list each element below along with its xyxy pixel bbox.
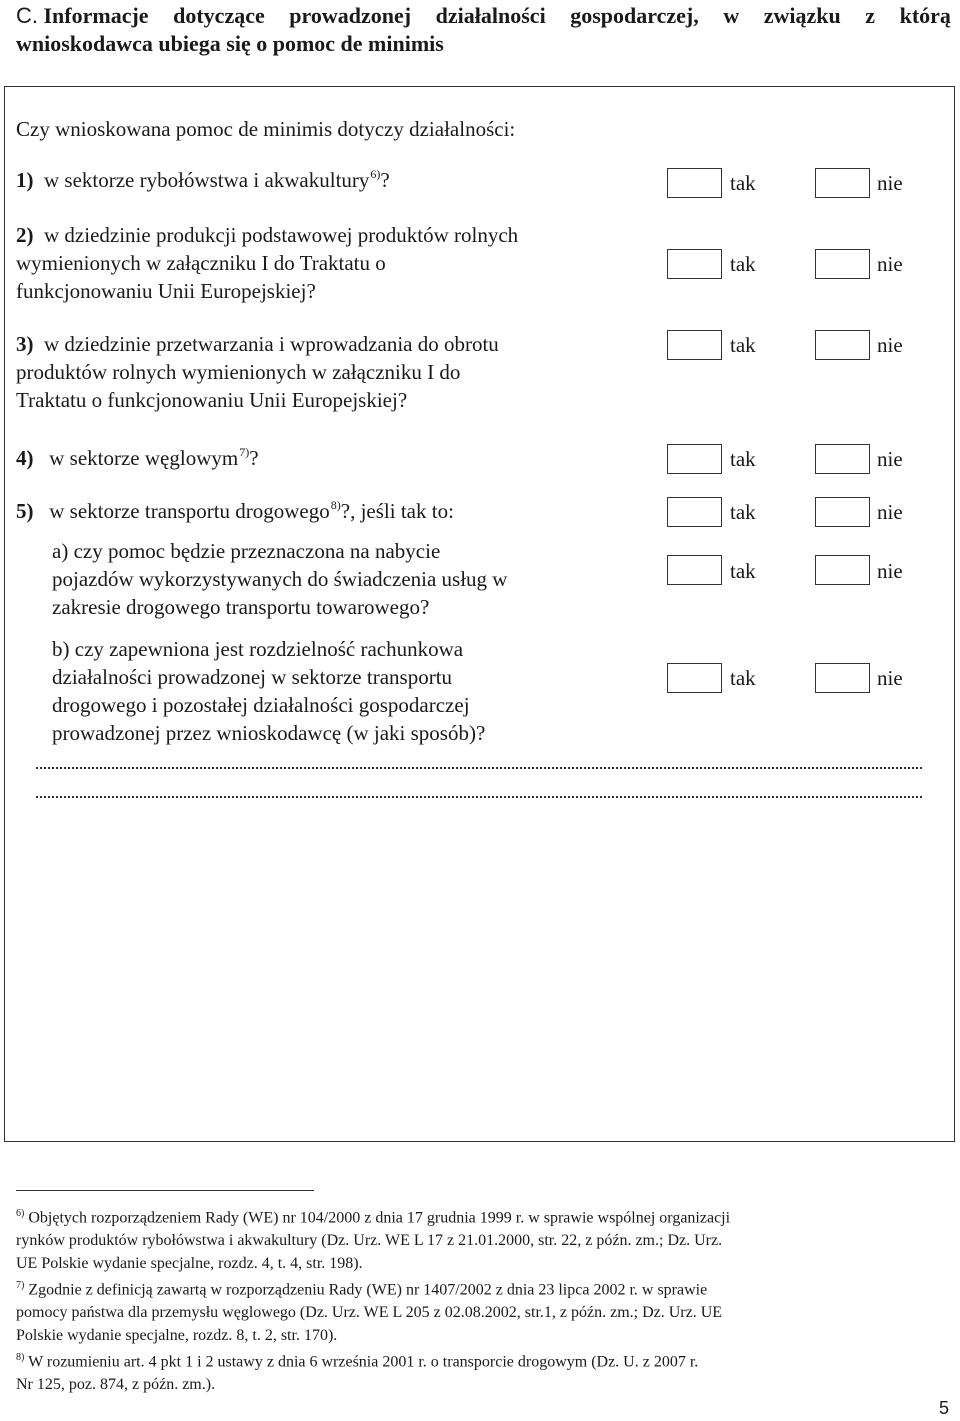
- q3-yes-label: tak: [730, 333, 756, 357]
- q3-yes-checkbox[interactable]: [667, 330, 722, 360]
- q5a-yes-checkbox[interactable]: [667, 555, 722, 585]
- question-5a: a) czy pomoc będzie przeznaczona na nabycie pojazdów wykorzystywanych do świadczenia usług w zakresie drogowego transportu towarowego?: [52, 539, 508, 619]
- footnote-separator: [16, 1190, 314, 1191]
- q1-yes-label: tak: [730, 171, 756, 195]
- q5-no-checkbox[interactable]: [815, 497, 870, 527]
- question-5: 5) w sektorze transportu drogowego$^{8)}$?, jeśli tak to:: [16, 498, 454, 523]
- q1-yes-checkbox[interactable]: [667, 168, 722, 198]
- answer-line-1[interactable]: [36, 767, 922, 769]
- q5a-no-label: nie: [877, 559, 903, 583]
- q5b-no-checkbox[interactable]: [815, 663, 870, 693]
- q5b-no-label: nie: [877, 666, 903, 690]
- q3-no-label: nie: [877, 333, 903, 357]
- section-heading: [16, 2, 951, 58]
- q1-no-label: nie: [877, 171, 903, 195]
- q5b-yes-checkbox[interactable]: [667, 663, 722, 693]
- q2-yes-checkbox[interactable]: [667, 249, 722, 279]
- question-5b: b) czy zapewniona jest rozdzielność rachunkowa działalności prowadzonej w sektorze transportu drogowego i pozostałej działalności gospodarczej prowadzonej przez wnioskodawcę (w jaki sposób)?: [52, 637, 486, 745]
- intro-question: Czy wnioskowana pomoc de minimis dotyczy działalności:: [16, 117, 516, 141]
- question-1: 1) w sektorze rybołówstwa i akwakultury$^{6)}$?: [16, 167, 390, 192]
- question-2: 2) w dziedzinie produkcji podstawowej produktów rolnych wymienionych w załączniku I do Traktatu o funkcjonowaniu Unii Europejskiej?: [16, 223, 519, 303]
- q2-no-label: nie: [877, 252, 903, 276]
- q5-no-label: nie: [877, 500, 903, 524]
- q4-no-checkbox[interactable]: [815, 444, 870, 474]
- q5a-no-checkbox[interactable]: [815, 555, 870, 585]
- q2-no-checkbox[interactable]: [815, 249, 870, 279]
- q1-no-checkbox[interactable]: [815, 168, 870, 198]
- footnote-8: $^{8)}$ W rozumieniu art. 4 pkt 1 i 2 ustawy z dnia 6 września 2001 r. o transporcie drogowym (Dz. U. z 2007 r. Nr 125, poz. 874, z późn. zm.).: [16, 1352, 699, 1394]
- answer-line-2[interactable]: [36, 796, 922, 798]
- q3-no-checkbox[interactable]: [815, 330, 870, 360]
- section-heading-line-2: wnioskodawca ubiega się o pomoc de minimis: [16, 31, 444, 56]
- footnote-7: $^{7)}$ Zgodnie z definicją zawartą w rozporządzeniu Rady (WE) nr 1407/2002 z dnia 23 lipca 2002 r. w sprawie pomocy państwa dla przemysłu węglowego (Dz. Urz. WE L 205 z 02.08.2002, str.1, z późn. zm.; Dz. Urz. UE Polskie wydanie specjalne, rozdz. 8, t. 2, str. 170).: [16, 1280, 723, 1345]
- q4-yes-label: tak: [730, 447, 756, 471]
- section-heading-line-1: C. Informacje dotyczące prowadzonej działalności gospodarczej, w związku z którą: [16, 3, 951, 28]
- q5-yes-label: tak: [730, 500, 756, 524]
- question-3: 3) w dziedzinie przetwarzania i wprowadzania do obrotu produktów rolnych wymienionych w załączniku I do Traktatu o funkcjonowaniu Unii Europejskiej?: [16, 332, 499, 412]
- q4-no-label: nie: [877, 447, 903, 471]
- q2-yes-label: tak: [730, 252, 756, 276]
- q5a-yes-label: tak: [730, 559, 756, 583]
- q5-yes-checkbox[interactable]: [667, 497, 722, 527]
- question-4: 4) w sektorze węglowym$^{7)}$?: [16, 445, 259, 470]
- q5b-yes-label: tak: [730, 666, 756, 690]
- page-number: 5: [938, 1398, 949, 1418]
- section-letter: C.: [16, 3, 38, 28]
- footnote-6: $^{6)}$ Objętych rozporządzeniem Rady (WE) nr 104/2000 z dnia 17 grudnia 1999 r. w sprawie wspólnej organizacji rynków produktów rybołówstwa i akwakultury (Dz. Urz. WE L 17 z 21.01.2000, str. 22, z późn. zm.; Dz. Urz. UE Polskie wydanie specjalne, rozdz. 4, t. 4, str. 198).: [16, 1208, 731, 1273]
- q4-yes-checkbox[interactable]: [667, 444, 722, 474]
